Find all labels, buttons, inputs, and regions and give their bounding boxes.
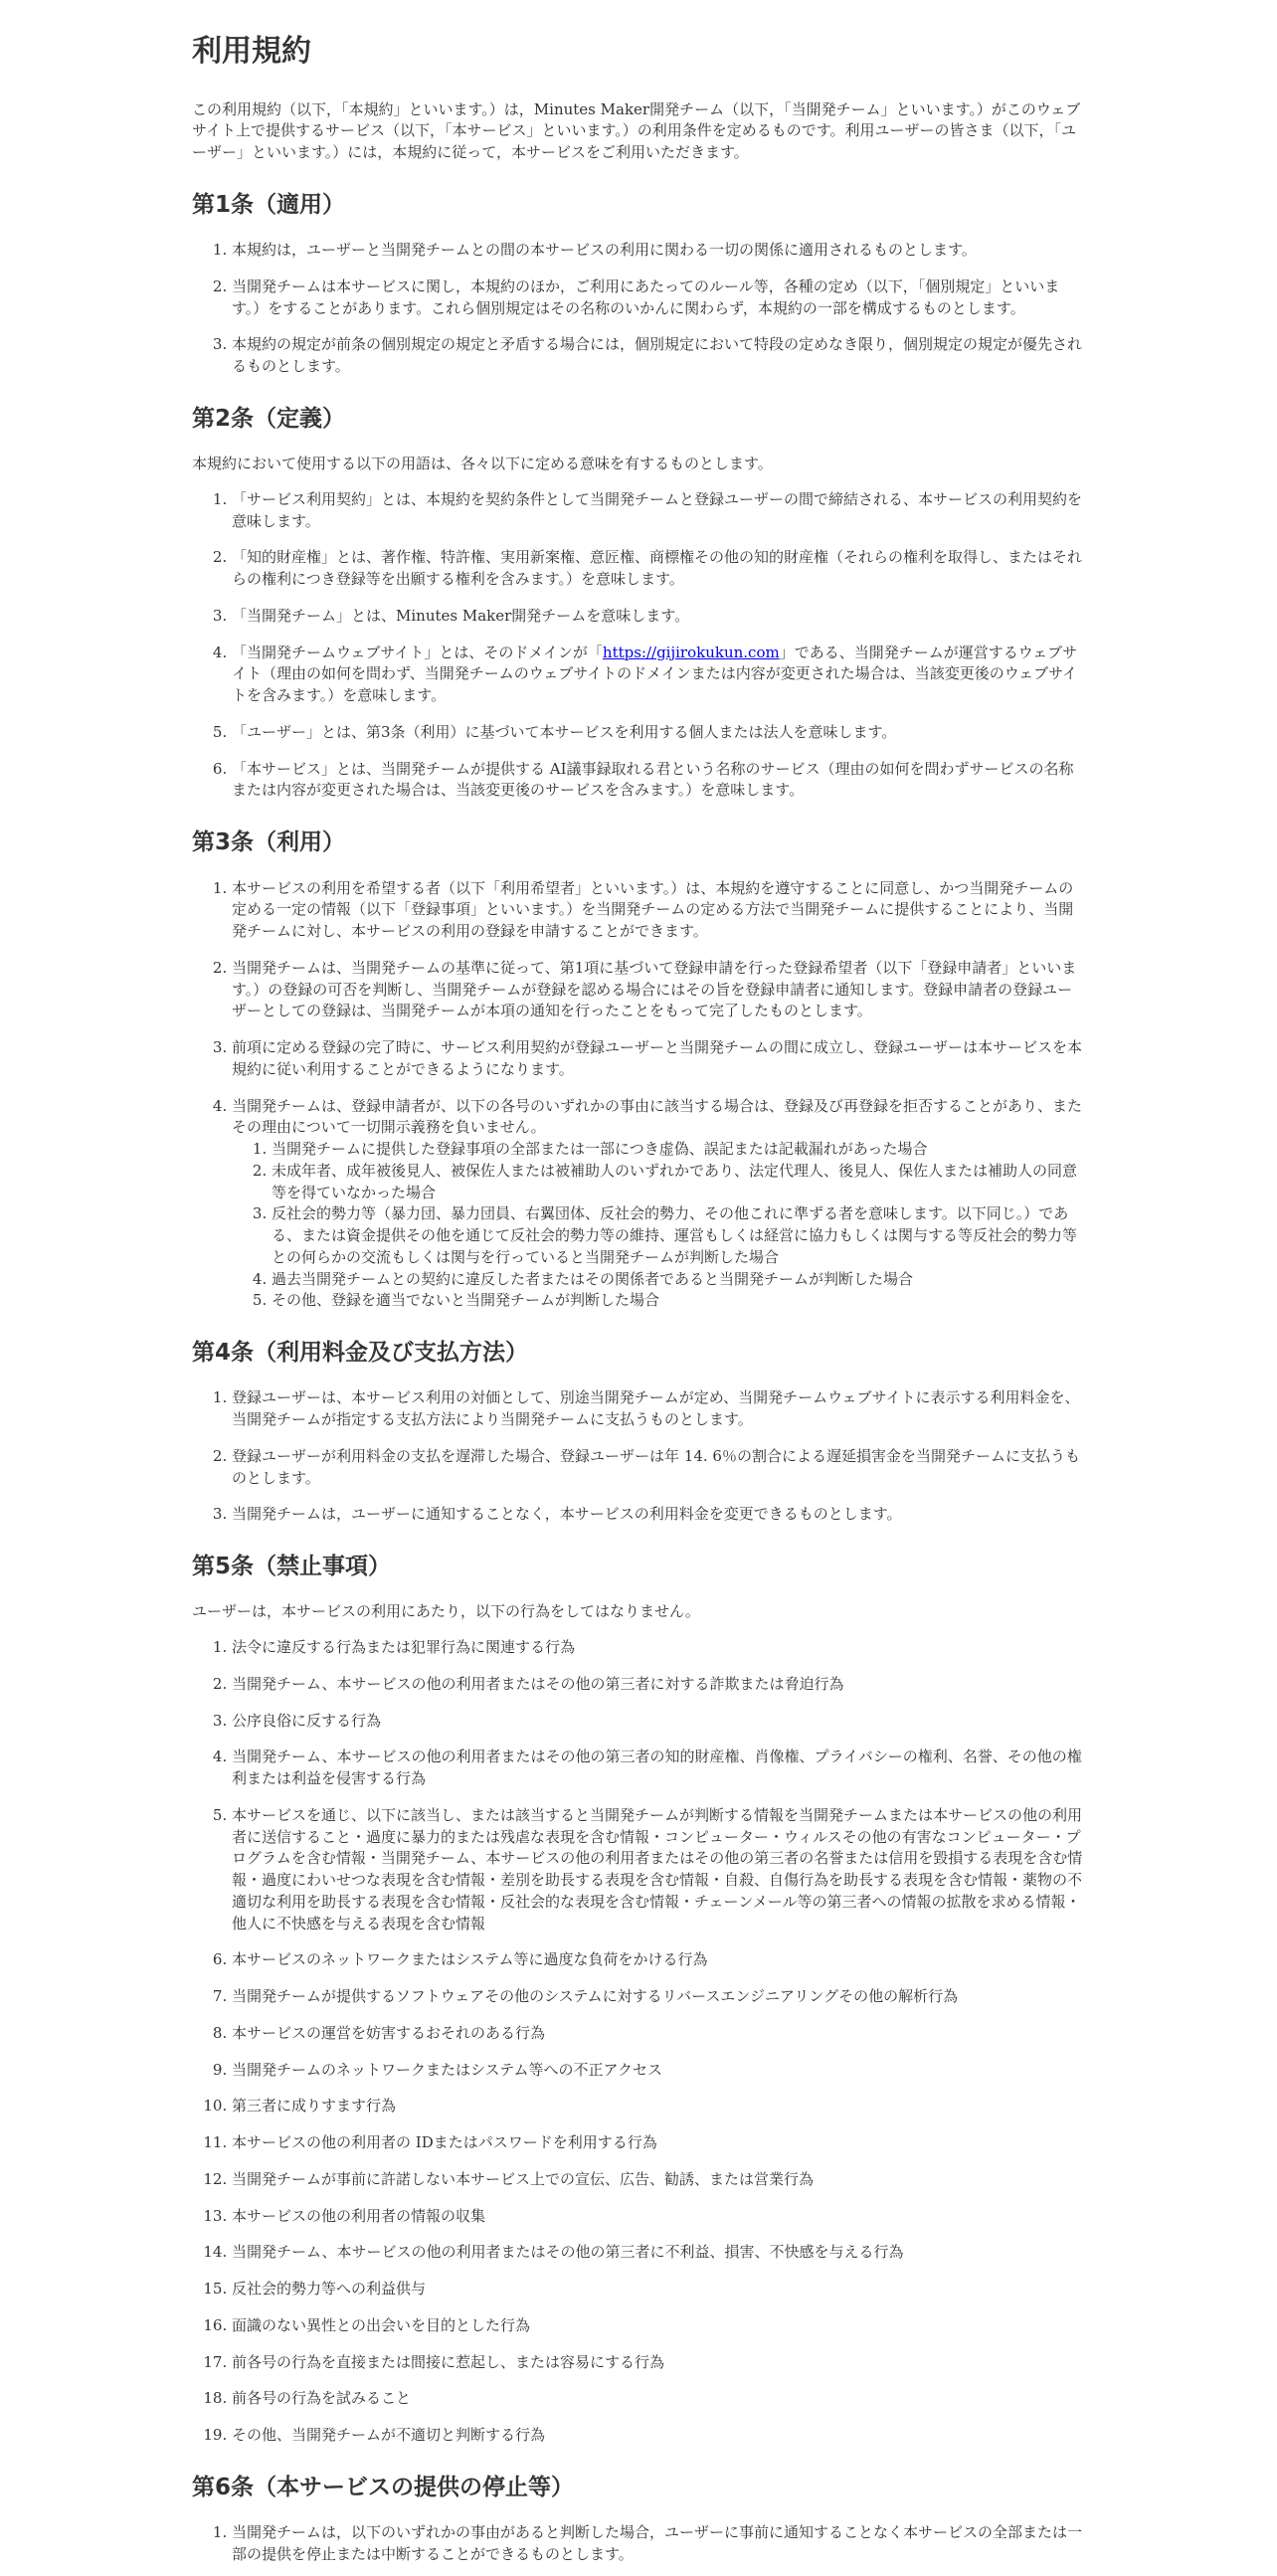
sub-list-item: 2. 未成年者、成年被後見人、被保佐人または被補助人のいずれかであり、法定代理人、後見人、保佐人または補助人の同意等を得ていなかった場合 [272,1161,1085,1204]
list-item: 3. 前項に定める登録の完了時に、サービス利用契約が登録ユーザーと当開発チームの間に成立し、登録ユーザーは本サービスを本規約に従い利用することができるようになります。 [232,1037,1085,1081]
list-item: 2. 当開発チームは本サービスに関し，本規約のほか，ご利用にあたってのルール等，各種の定め（以下，「個別規定」といいます。）をすることがあります。これら個別規定はその名称のいかんに関わらず，本規約の一部を構成するものとします。 [232,276,1085,320]
list-item: 6. 本サービスのネットワークまたはシステム等に過度な負荷をかける行為 [232,1949,1085,1971]
page-title: 利用規約 [192,34,311,69]
list-item [232,1096,1085,1313]
list-item: 16. 面識のない異性との出会いを目的とした行為 [232,2315,1085,2337]
list-item: 4. 当開発チーム、本サービスの他の利用者またはその他の第三者の知的財産権、肖像権、プライバシーの権利、名誉、その他の権利または利益を侵害する行為 [232,1747,1085,1790]
sub-list-item: 4. 過去当開発チームとの契約に違反した者またはその関係者であると当開発チームが判断した場合 [272,1269,1085,1291]
list-item-website [232,643,1085,707]
article-4 [192,1337,1085,1526]
list-item: 5. 「ユーザー」とは、第3条（利用）に基づいて本サービスを利用する個人または法人を意味します。 [232,722,1085,744]
list-item: 8. 本サービスの運営を妨害するおそれのある行為 [232,2023,1085,2045]
sub-list-item: 1. 当開発チームに提供した登録事項の全部または一部につき虚偽、誤記または記載漏れがあった場合 [272,1139,1085,1161]
list-item: 9. 当開発チームのネットワークまたはシステム等への不正アクセス [232,2060,1085,2082]
list-item: 1. 本規約は，ユーザーと当開発チームとの間の本サービスの利用に関わる一切の関係に適用されるものとします。 [232,240,1085,262]
list-item: 2. 登録ユーザーが利用料金の支払を遅滞した場合、登録ユーザーは年 14. 6％の割合による遅延損害金を当開発チームに支払うものとします。 [232,1446,1085,1490]
article-2 [192,403,1085,802]
list-item: 13. 本サービスの他の利用者の情報の収集 [232,2206,1085,2228]
article-heading: 第4条（利用料金及び支払方法） [192,1340,529,1367]
article-3-list [192,878,1085,1313]
list-item: 12. 当開発チームが事前に許諾しない本サービス上での宣伝、広告、勧誘、または営業行為 [232,2169,1085,2191]
list-item: 15. 反社会的勢力等への利益供与 [232,2279,1085,2300]
article-6 [192,2472,1085,2566]
list-item: 10. 第三者に成りすます行為 [232,2096,1085,2117]
website-text-before: 「当開発チームウェブサイト」とは、そのドメインが「 [232,643,603,661]
website-link[interactable]: https://gijirokukun.com [602,643,780,661]
list-item: 6. 「本サービス」とは、当開発チームが提供する AI議事録取れる君という名称のサービス（理由の如何を問わずサービスの名称または内容が変更された場合は、当該変更後のサービスを含みます。）を意味します。 [232,759,1085,803]
list-item: 2. 当開発チーム、本サービスの他の利用者またはその他の第三者に対する詐欺または脅迫行為 [232,1674,1085,1696]
terms-document [192,30,1085,2576]
list-item: 1. 登録ユーザーは、本サービス利用の対価として、別途当開発チームが定め、当開発チームウェブサイトに表示する利用料金を、当開発チームが指定する支払方法により当開発チームに支払うものとします。 [232,1387,1085,1431]
sub-list-item: 3. 反社会的勢力等（暴力団、暴力団員、右翼団体、反社会的勢力、その他これに準ずる者を意味します。以下同じ。）である、または資金提供その他を通じて反社会的勢力等の維持、運営もしくは経営に協力もしくは関与する等反社会的勢力等との何らかの交流もしくは関与を行っていると当開発チームが判断した場合 [272,1203,1085,1268]
list-item: 5. 本サービスを通じ、以下に該当し、または該当すると当開発チームが判断する情報を当開発チームまたは本サービスの他の利用者に送信すること・過度に暴力的または残虐な表現を含む情報・コンピューター・ウィルスその他の有害なコンピューター・プログラムを含む情報・当開発チーム、本サービスの他の利用者またはその他の第三者の名誉または信用を毀損する表現を含む情報・過度にわいせつな表現を含む情報・差別を助長する表現を含む情報・自殺、自傷行為を助長する表現を含む情報・薬物の不適切な利用を助長する表現を含む情報・反社会的な表現を含む情報・チェーンメール等の第三者への情報の拡散を求める情報・他人に不快感を与える表現を含む情報 [232,1805,1085,1935]
list-item-text: 当開発チームは、登録申請者が、以下の各号のいずれかの事由に該当する場合は、登録及び再登録を拒否することがあり、またその理由について一切開示義務を負いません。 [232,1096,1083,1137]
article-1-list [192,240,1085,378]
list-item: 3. 当開発チームは，ユーザーに通知することなく，本サービスの利用料金を変更できるものとします。 [232,1504,1085,1526]
article-heading: 第6条（本サービスの提供の停止等） [192,2474,575,2500]
list-item: 1. 本サービスの利用を希望する者（以下「利用希望者」といいます。）は、本規約を遵守することに同意し、かつ当開発チームの定める一定の情報（以下「登録事項」といいます。）を当開発チームの定める方法で当開発チームに提供することにより、当開発チームに対し、本サービスの利用の登録を申請することができます。 [232,878,1085,943]
article-6-list [192,2522,1085,2566]
list-item: 14. 当開発チーム、本サービスの他の利用者またはその他の第三者に不利益、損害、不快感を与える行為 [232,2242,1085,2264]
list-item: 1. 法令に違反する行為または犯罪行為に関連する行為 [232,1637,1085,1659]
website-text-after: 」である、当開発チームが運営するウェブサイト（理由の如何を問わず、当開発チームのウェブサイトのドメインまたは内容が変更された場合は、当該変更後のウェブサイトを含みます。）を意味します。 [232,643,1078,705]
intro-paragraph: この利用規約（以下，「本規約」といいます。）は，Minutes Maker開発チーム（以下，「当開発チーム」といいます。）がこのウェブサイト上で提供するサービス（以下，「本サービス」といいます。）の利用条件を定めるものです。利用ユーザーの皆さま（以下，「ユーザー」といいます。）には，本規約に従って，本サービスをご利用いただきます。 [192,99,1081,161]
article-4-list [192,1387,1085,1526]
article-1 [192,189,1085,378]
article-heading: 第3条（利用） [192,829,346,856]
list-item: 11. 本サービスの他の利用者の IDまたはパスワードを利用する行為 [232,2132,1085,2154]
article-5 [192,1551,1085,2447]
article-lead: ユーザーは，本サービスの利用にあたり，以下の行為をしてはなりません。 [192,1602,700,1621]
list-item: 1. 当開発チームは，以下のいずれかの事由があると判断した場合，ユーザーに事前に通知することなく本サービスの全部または一部の提供を停止または中断することができるものとします。 [232,2522,1085,2566]
list-item: 2. 「知的財産権」とは、著作権、特許権、実用新案権、意匠権、商標権その他の知的財産権（それらの権利を取得し、またはそれらの権利につき登録等を出願する権利を含みます。）を意味します。 [232,547,1085,591]
article-2-list [192,489,1085,802]
article-heading: 第5条（禁止事項） [192,1554,392,1580]
article-lead: 本規約において使用する以下の用語は、各々以下に定める意味を有するものとします。 [192,455,773,473]
list-item: 3. 公序良俗に反する行為 [232,1711,1085,1733]
list-item: 1. 「サービス利用契約」とは、本規約を契約条件として当開発チームと登録ユーザーの間で締結される、本サービスの利用契約を意味します。 [232,489,1085,533]
list-item: 3. 「当開発チーム」とは、Minutes Maker開発チームを意味します。 [232,606,1085,628]
sub-list [232,1139,1085,1312]
list-item: 7. 当開発チームが提供するソフトウェアその他のシステムに対するリバースエンジニアリングその他の解析行為 [232,1986,1085,2008]
list-item: 2. 当開発チームは、当開発チームの基準に従って、第1項に基づいて登録申請を行った登録希望者（以下「登録申請者」といいます。）の登録の可否を判断し、当開発チームが登録を認める場合にはその旨を登録申請者に通知します。登録申請者の登録ユーザーとしての登録は、当開発チームが本項の通知を行ったことをもって完了したものとします。 [232,958,1085,1022]
article-heading: 第1条（適用） [192,191,346,218]
list-item: 17. 前各号の行為を直接または間接に惹起し、または容易にする行為 [232,2352,1085,2374]
sub-list-item: 5. その他、登録を適当でないと当開発チームが判断した場合 [272,1290,1085,1312]
article-5-list [192,1637,1085,2447]
article-heading: 第2条（定義） [192,405,346,432]
list-item: 19. その他、当開発チームが不適切と判断する行為 [232,2425,1085,2447]
article-3 [192,827,1085,1312]
list-item: 3. 本規約の規定が前条の個別規定の規定と矛盾する場合には，個別規定において特段の定めなき限り，個別規定の規定が優先されるものとします。 [232,334,1085,378]
list-item: 18. 前各号の行為を試みること [232,2388,1085,2410]
